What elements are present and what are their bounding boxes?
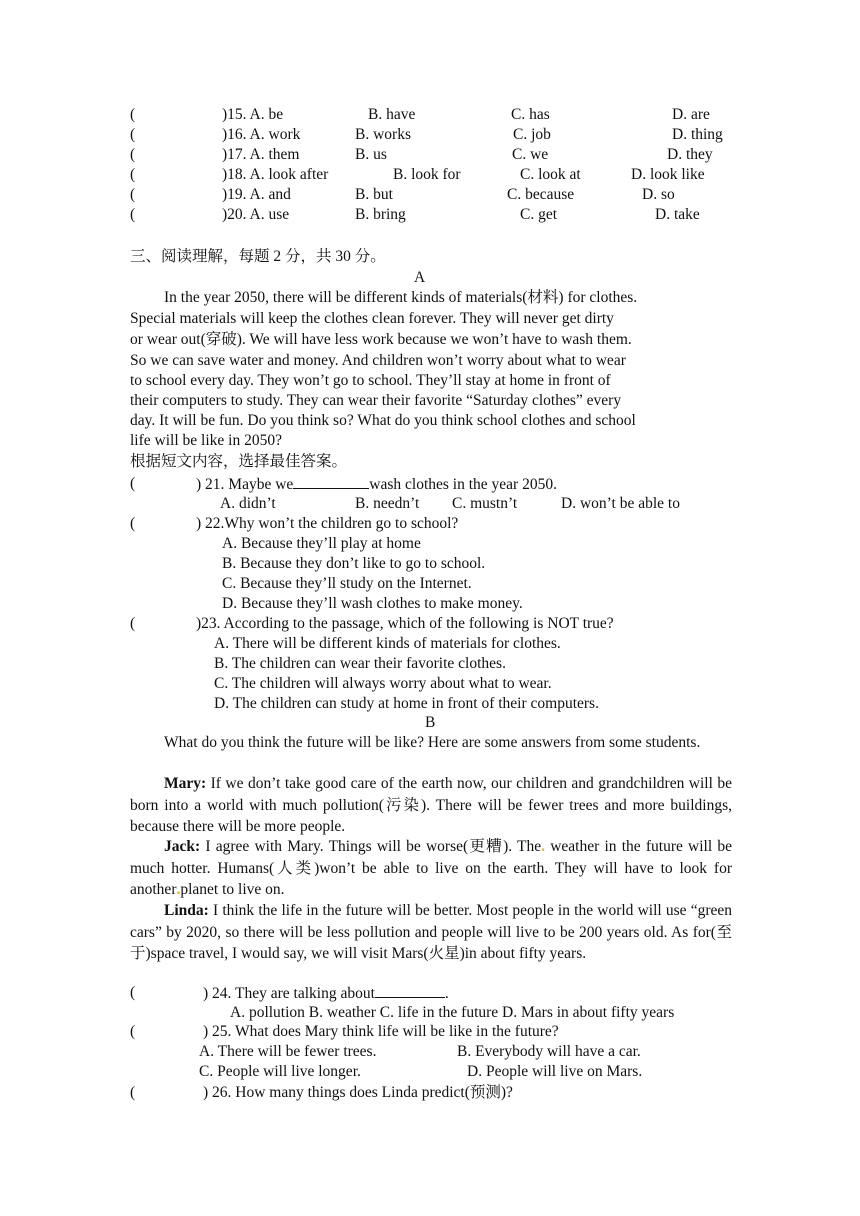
option-b: B. look for bbox=[393, 166, 461, 183]
instruction: 根据短文内容，选择最佳答案。 bbox=[130, 453, 348, 470]
options-line: A. pollution B. weather C. life in the future D. Mars in about fifty years bbox=[230, 1004, 675, 1021]
question-24 bbox=[203, 983, 449, 1004]
option-d: D. Because they’ll wash clothes to make money. bbox=[222, 595, 523, 612]
passage-line: to school every day. They won’t go to school. They’ll stay at home in front of bbox=[130, 372, 611, 389]
answer-paren: ( bbox=[130, 475, 136, 492]
speaker-name: Linda: bbox=[164, 902, 209, 919]
jack-paragraph bbox=[130, 836, 732, 901]
option-d: D. are bbox=[672, 106, 710, 123]
option-c: C. People will live longer. bbox=[199, 1063, 361, 1080]
option-a: A. didn’t bbox=[220, 495, 276, 512]
question-17: )17. A. them bbox=[222, 146, 300, 163]
option-c: C. because bbox=[507, 186, 575, 203]
option-d: D. they bbox=[667, 146, 713, 163]
question-25: ) 25. What does Mary think life will be like in the future? bbox=[203, 1023, 559, 1040]
question-21 bbox=[196, 474, 557, 495]
answer-blank bbox=[375, 983, 445, 998]
option-c: C. get bbox=[520, 206, 558, 223]
answer-blank bbox=[293, 474, 369, 489]
option-b: B. works bbox=[355, 126, 411, 143]
linda-paragraph bbox=[130, 900, 732, 965]
question-22: ) 22.Why won’t the children go to school? bbox=[196, 515, 459, 532]
passage-line: life will be like in 2050? bbox=[130, 432, 282, 449]
question-26: ) 26. How many things does Linda predict(预测)? bbox=[203, 1084, 513, 1101]
answer-paren: ( bbox=[130, 146, 136, 163]
option-d: D. People will live on Mars. bbox=[467, 1063, 643, 1080]
answer-paren: ( bbox=[130, 166, 136, 183]
option-d: D. take bbox=[655, 206, 700, 223]
option-c: C. job bbox=[513, 126, 551, 143]
option-c: C. has bbox=[511, 106, 550, 123]
paragraph-text: I agree with Mary. Things will be worse(更糟). The bbox=[200, 838, 542, 855]
option-a: A. Because they’ll play at home bbox=[222, 535, 421, 552]
option-c: C. The children will always worry about what to wear. bbox=[214, 675, 552, 692]
passage-b-label: B bbox=[425, 714, 436, 731]
question-15: )15. A. be bbox=[222, 106, 284, 123]
option-d: D. The children can study at home in front of their computers. bbox=[214, 695, 599, 712]
option-b: B. needn’t bbox=[355, 495, 420, 512]
question-23: )23. According to the passage, which of the following is NOT true? bbox=[196, 615, 614, 632]
option-b: B. The children can wear their favorite clothes. bbox=[214, 655, 506, 672]
answer-paren: ( bbox=[130, 984, 136, 1001]
option-b: B. have bbox=[368, 106, 416, 123]
question-stem: ) 24. They are talking about bbox=[203, 985, 375, 1002]
passage-line: Special materials will keep the clothes clean forever. They will never get dirty bbox=[130, 310, 614, 327]
option-b: B. Because they don’t like to go to school. bbox=[222, 555, 486, 572]
option-b: B. us bbox=[355, 146, 387, 163]
passage-line: In the year 2050, there will be different kinds of materials(材料) for clothes. bbox=[164, 289, 638, 306]
option-a: A. There will be fewer trees. bbox=[199, 1043, 377, 1060]
mary-paragraph bbox=[130, 773, 732, 838]
question-16: )16. A. work bbox=[222, 126, 301, 143]
paragraph-text: If we don’t take good care of the earth now, our children and grandchildren will be born into a world with much pollution(污染). There will be fewer trees and more buildings, because there will be more people. bbox=[130, 775, 732, 835]
highlight-dot: . bbox=[176, 881, 181, 898]
passage-a-label: A bbox=[414, 269, 426, 286]
option-c: C. mustn’t bbox=[452, 495, 518, 512]
passage-line: So we can save water and money. And children won’t worry about what to wear bbox=[130, 352, 626, 369]
passage-line: or wear out(穿破). We will have less work because we won’t have to wash them. bbox=[130, 331, 632, 348]
answer-paren: ( bbox=[130, 206, 136, 223]
answer-paren: ( bbox=[130, 1084, 136, 1101]
question-18: )18. A. look after bbox=[222, 166, 329, 183]
answer-paren: ( bbox=[130, 1023, 136, 1040]
passage-line: their computers to study. They can wear their favorite “Saturday clothes” every bbox=[130, 392, 622, 409]
question-19: )19. A. and bbox=[222, 186, 291, 203]
question-20: )20. A. use bbox=[222, 206, 290, 223]
option-d: D. so bbox=[642, 186, 675, 203]
speaker-name: Jack: bbox=[164, 838, 201, 855]
option-b: B. Everybody will have a car. bbox=[457, 1043, 641, 1060]
answer-paren: ( bbox=[130, 515, 136, 532]
option-b: B. but bbox=[355, 186, 393, 203]
answer-paren: ( bbox=[130, 126, 136, 143]
answer-paren: ( bbox=[130, 186, 136, 203]
option-d: D. thing bbox=[672, 126, 723, 143]
option-c: C. we bbox=[512, 146, 549, 163]
passage-b-intro: What do you think the future will be like? Here are some answers from some students. bbox=[164, 734, 701, 751]
option-c: C. look at bbox=[520, 166, 581, 183]
answer-paren: ( bbox=[130, 615, 136, 632]
option-a: A. There will be different kinds of materials for clothes. bbox=[214, 635, 561, 652]
highlight-dot: . bbox=[541, 838, 546, 855]
option-d: D. look like bbox=[631, 166, 705, 183]
passage-line: day. It will be fun. Do you think so? What do you think school clothes and school bbox=[130, 412, 636, 429]
answer-paren: ( bbox=[130, 106, 136, 123]
paragraph-text: weather in the future will be much hotter. Humans(人类)won’t be able to live on the earth. They will have to look for another bbox=[130, 838, 732, 898]
section-heading: 三、阅读理解，每题 2 分，共 30 分。 bbox=[130, 248, 386, 265]
option-d: D. won’t be able to bbox=[561, 495, 680, 512]
question-stem-end: wash clothes in the year 2050. bbox=[369, 476, 557, 493]
option-c: C. Because they’ll study on the Internet. bbox=[222, 575, 472, 592]
option-b: B. bring bbox=[355, 206, 406, 223]
speaker-name: Mary: bbox=[164, 775, 207, 792]
question-stem: ) 21. Maybe we bbox=[196, 476, 294, 493]
question-stem-end: . bbox=[444, 985, 449, 1002]
paragraph-text: I think the life in the future will be better. Most people in the world will use “green cars” by 2020, so there will be less pollution and people will live to be 200 years old. As for(至于)space travel, I would say, we will visit Mars(火星)in about fifty years. bbox=[130, 902, 732, 962]
paragraph-text: planet to live on. bbox=[180, 881, 285, 898]
